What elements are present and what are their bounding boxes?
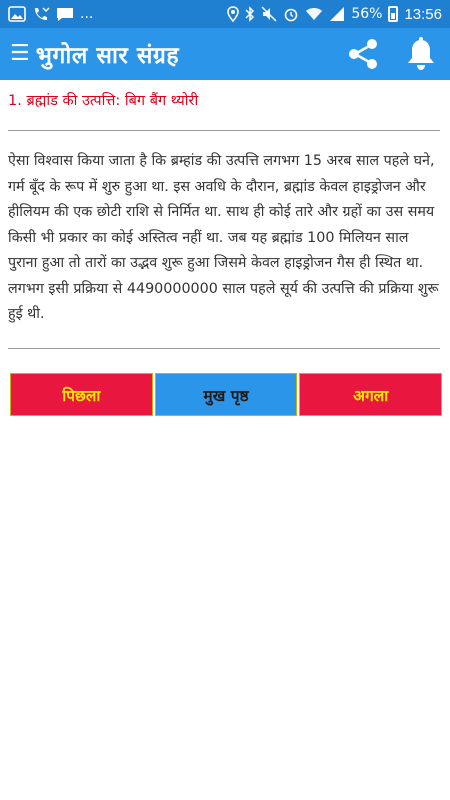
gallery-icon xyxy=(8,6,26,22)
bluetooth-icon xyxy=(245,6,255,22)
app-bar-left xyxy=(10,38,179,70)
signal-icon xyxy=(329,6,345,22)
previous-button[interactable]: पिछला xyxy=(10,373,153,416)
bell-icon[interactable] xyxy=(402,35,440,73)
divider-bottom xyxy=(8,348,440,349)
article-body: ऐसा विश्वास किया जाता है कि ब्रम्हांड की उत्पत्ति लगभग 15 अरब साल पहले घने, गर्म बूँद के रूप में शुरु हुआ था. इस अवधि के दौरान, ब्रह्मांड केवल हाइड्रोजन और हीलियम की एक छोटी राशि से निर्मित था. साथ ही कोई तारे और ग्रहों का उस समय किसी भी प्रकार का कोई अस्तित्व नहीं था. जब यह ब्रह्मांड 100 मिलियन साल पुराना हुआ तो तारों का उद्भव शुरू हुआ जिसमे केवल हाइड्रोजन गैस ही स्थित था. लगभग इसी प्रक्रिया से 4490000000 साल पहले सूर्य की उत्पत्ति की प्रक्रिया शुरू हुई थी. xyxy=(8,153,439,322)
app-bar-actions xyxy=(344,35,440,73)
mute-icon xyxy=(261,6,277,22)
wifi-icon xyxy=(305,6,323,22)
clock: 13:56 xyxy=(404,5,442,23)
app-bar xyxy=(0,28,450,80)
missed-call-icon xyxy=(32,6,50,22)
next-button[interactable]: अगला xyxy=(299,373,442,416)
status-bar-left xyxy=(8,6,93,22)
alarm-icon xyxy=(283,6,299,22)
divider-top xyxy=(8,130,440,131)
status-more-indicator: ... xyxy=(80,6,94,22)
share-icon[interactable] xyxy=(344,35,382,73)
status-bar-right xyxy=(227,6,442,23)
menu-icon[interactable]: ☰ xyxy=(10,41,30,66)
navigation-buttons xyxy=(10,373,442,416)
article-title: 1. ब्रह्मांड की उत्पत्ति: बिग बैंग थ्योरी xyxy=(8,93,199,109)
article-content xyxy=(8,90,442,349)
battery-percentage: 56% xyxy=(351,6,383,22)
home-button[interactable]: मुख पृष्ठ xyxy=(155,373,298,416)
message-icon xyxy=(56,6,74,22)
status-bar xyxy=(0,0,450,28)
app-title: भुगोल सार संग्रह xyxy=(35,43,180,69)
location-icon xyxy=(227,6,239,22)
battery-icon xyxy=(388,6,398,22)
